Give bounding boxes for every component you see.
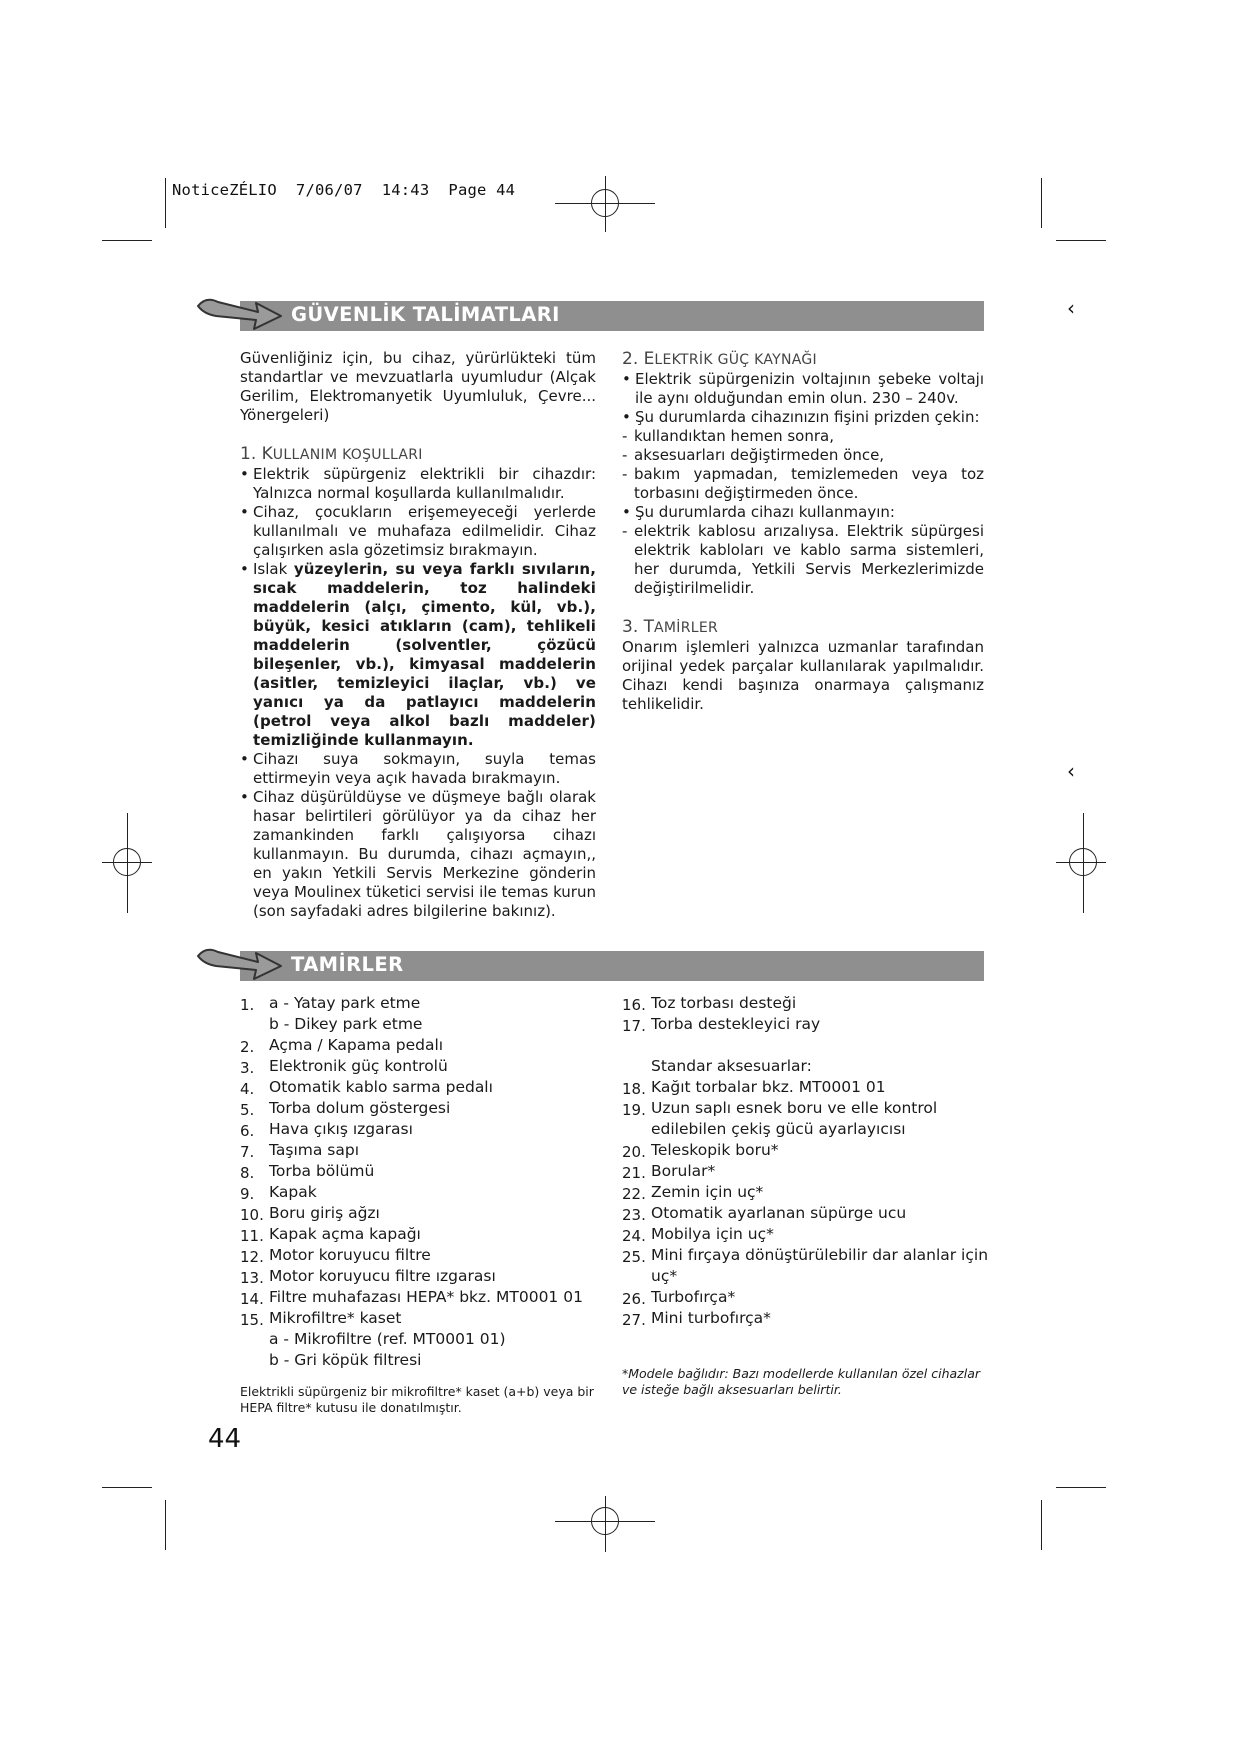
bullet-text: Cihaz düşürüldüyse ve düşmeye bağlı olarak hasar belirtileri görülüyor ya da cihaz her zamankinden farklı çalışıyorsa cihazı kullanmayın. Bu durumda, cihazı açmayın,, en yakın Yetkili Servis Merkezine gönderin veya Moulinex tüketici servisi ile temas kurun (son sayfadaki adres bilgilerine bakınız). [253, 788, 596, 920]
bullet-text: Şu durumlarda cihazı kullanmayın: [635, 503, 895, 521]
item-text: Mobilya için uç* [651, 1225, 774, 1243]
section-heading-repairs [622, 617, 984, 638]
bullet-item: • Şu durumlarda cihazınızın fişini prizden çekin: [622, 408, 980, 426]
repairs-text: Onarım işlemleri yalnızca uzmanlar tarafından orijinal yedek parçalar kullanılarak yapılmalıdır. Cihazı kendi başınıza onarmaya çalışmanız tehlikelidir. [622, 638, 984, 713]
item-text: Kapak [269, 1183, 317, 1201]
list-item [240, 1056, 610, 1077]
print-header: NoticeZÉLIO 7/06/07 14:43 Page 44 [172, 181, 516, 199]
item-text: Torba destekleyici ray [651, 1015, 821, 1033]
list-item [622, 993, 992, 1014]
list-item [622, 1140, 992, 1161]
list-item [240, 1329, 610, 1350]
item-text: Otomatik ayarlanan süpürge ucu [651, 1204, 907, 1222]
item-text: Torba dolum göstergesi [269, 1099, 451, 1117]
parts-list-left [240, 993, 610, 1416]
dash-text: elektrik kablosu arızalıysa. Elektrik süpürgesi elektrik kabloları ve kablo sarma sistemleri, her durumda, Yetkili Servis Merkezlerimizde değiştirilmelidir. [634, 522, 984, 597]
crop-mark [1041, 1500, 1042, 1550]
item-number: 21. [622, 1164, 646, 1182]
item-text: edilebilen çekiş gücü ayarlayıcısı [651, 1120, 906, 1138]
parts-list-right [622, 993, 992, 1398]
section-number: 3. [622, 617, 639, 637]
list-item [240, 1287, 610, 1308]
item-text: Hava çıkış ızgarası [269, 1120, 413, 1138]
repairs-banner [240, 951, 984, 981]
crop-mark [165, 178, 166, 228]
list-item [622, 1014, 992, 1035]
item-number: 14. [240, 1290, 264, 1308]
bullet-bold-text: yüzeylerin, su veya farklı sıvıların, sıcak maddelerin, toz halindeki maddelerin (alçı, çimento, kül, vb.), büyük, kesici atıkların (cam), tehlikeli maddelerin (solventler, çözücü bileşenler, vb.), kimyasal maddelerin (asitler, temizleyici ilaçlar, vb.) ve yanıcı ya da patlayıcı maddelerin (petrol veya alkol bazlı maddeler) temizliğinde kullanmayın. [253, 560, 597, 749]
list-item [240, 1014, 610, 1035]
model-note: *Modele bağlıdır: Bazı modellerde kullanılan özel cihazlar ve isteğe bağlı aksesuarları belirtir. [622, 1366, 981, 1397]
list-item [622, 1224, 992, 1245]
bullet-item: • Cihaz düşürüldüyse ve düşmeye bağlı olarak hasar belirtileri görülüyor ya da cihaz her zamankinden farklı çalışıyorsa cihazı kullanmayın. Bu durumda, cihazı açmayın,, en yakın Yetkili Servis Merkezine gönderin veya Moulinex tüketici servisi ile temas kurun (son sayfadaki adres bilgilerine bakınız). [240, 788, 596, 920]
list-item [240, 1098, 610, 1119]
bullet-item: • Cihazı suya sokmayın, suyla temas ettirmeyin veya açık havada bırakmayın. [240, 750, 596, 787]
section-heading-usage [240, 444, 596, 465]
list-item [240, 1203, 610, 1224]
list-item [622, 1098, 992, 1119]
bullet-item: • Şu durumlarda cihazı kullanmayın: [622, 503, 895, 521]
list-item [240, 1308, 610, 1329]
item-number: 11. [240, 1227, 264, 1245]
section-initial: K [261, 444, 273, 464]
dash-text: kullandıktan hemen sonra, [634, 427, 834, 445]
item-number: 13. [240, 1269, 264, 1287]
section-number: 2. [622, 349, 639, 369]
item-text: Mini turbofırça* [651, 1309, 771, 1327]
item-number: 12. [240, 1248, 264, 1266]
safety-banner [240, 301, 984, 331]
arrow-icon [196, 942, 286, 988]
bullet-text: Elektrik süpürgenizin voltajının şebeke voltajı ile aynı olduğundan emin olun. 230 – 240v. [635, 370, 984, 407]
list-item [622, 1287, 992, 1308]
item-text: Torba bölümü [269, 1162, 375, 1180]
list-item [622, 1203, 992, 1224]
list-item [240, 1119, 610, 1140]
crop-mark [1041, 178, 1042, 228]
item-text: Açma / Kapama pedalı [269, 1036, 444, 1054]
item-number: 6. [240, 1122, 255, 1140]
list-item [240, 1140, 610, 1161]
edge-mark-icon: ‹ [1067, 759, 1075, 783]
item-text: Borular* [651, 1162, 716, 1180]
item-number: 1. [240, 996, 255, 1014]
bullet-item: • Cihaz, çocukların erişemeyeceği yerlerde kullanılmalı ve muhafaza edilmelidir. Cihaz çalışırken asla gözetimsiz bırakmayın. [240, 503, 596, 559]
list-item [622, 1182, 992, 1203]
safety-left-column [240, 349, 596, 921]
edge-mark-icon: ‹ [1067, 296, 1075, 320]
bullet-text: Şu durumlarda cihazınızın fişini prizden çekin: [635, 408, 980, 426]
section-heading-text: AMİRLER [654, 620, 719, 636]
bullet-text: Elektrik süpürgeniz elektrikli bir cihazdır: Yalnızca normal koşullarda kullanılmalıdır. [253, 465, 596, 502]
list-item [622, 1119, 992, 1140]
dash-text: aksesuarları değiştirmeden önce, [634, 446, 885, 464]
item-number: 20. [622, 1143, 646, 1161]
list-item [240, 1182, 610, 1203]
bullet-item: • Elektrik süpürgenizin voltajının şebeke voltajı ile aynı olduğundan emin olun. 230 – 240v. [622, 370, 984, 407]
item-text: Motor koruyucu filtre [269, 1246, 431, 1264]
item-text: Otomatik kablo sarma pedalı [269, 1078, 493, 1096]
item-number: 24. [622, 1227, 646, 1245]
section-heading-power [622, 349, 984, 370]
item-text: Kapak açma kapağı [269, 1225, 421, 1243]
crop-mark [165, 1500, 166, 1550]
parts-list [622, 1077, 992, 1329]
bullet-text: Cihaz, çocukların erişemeyeceği yerlerde kullanılmalı ve muhafaza edilmelidir. Cihaz çalışırken asla gözetimsiz bırakmayın. [253, 503, 596, 559]
safety-right-column [622, 349, 984, 714]
item-text: Mini fırçaya dönüştürülebilir dar alanlar için [651, 1246, 989, 1264]
item-text: Turbofırça* [651, 1288, 736, 1306]
item-number: 2. [240, 1038, 255, 1056]
crop-mark [102, 240, 152, 241]
bullet-item: • Islak yüzeylerin, su veya farklı sıvıların, sıcak maddelerin, toz halindeki maddelerin (alçı, çimento, kül, vb.), büyük, kesici atıkların (cam), tehlikeli maddelerin (solventler, çözücü bileşenler, vb.), kimyasal maddelerin (asitler, temizleyici ilaçlar, vb.) ve yanıcı ya da patlayıcı maddelerin (petrol veya alkol bazlı maddeler) temizliğinde kullanmayın. [240, 560, 597, 749]
filter-note: Elektrikli süpürgeniz bir mikrofiltre* kaset (a+b) veya bir HEPA filtre* kutusu ile donatılmıştır. [240, 1384, 594, 1415]
crop-mark [102, 1487, 152, 1488]
list-item [240, 1077, 610, 1098]
item-text: a - Yatay park etme [269, 994, 421, 1012]
dash-item: - bakım yapmadan, temizlemeden veya toz torbasını değiştirmeden önce. [622, 465, 984, 502]
item-number: 8. [240, 1164, 255, 1182]
item-number: 19. [622, 1101, 646, 1119]
item-text: Elektronik güç kontrolü [269, 1057, 448, 1075]
item-text: Zemin için uç* [651, 1183, 764, 1201]
bullet-item: • Elektrik süpürgeniz elektrikli bir cihazdır: Yalnızca normal koşullarda kullanılmalıdır. [240, 465, 596, 502]
list-item [240, 1245, 610, 1266]
item-number: 9. [240, 1185, 255, 1203]
item-text: Toz torbası desteği [651, 994, 797, 1012]
page-number: 44 [208, 1424, 242, 1454]
item-number: 25. [622, 1248, 646, 1266]
parts-list [622, 993, 992, 1035]
bullet-text: Islak [253, 560, 294, 578]
item-text: Boru giriş ağzı [269, 1204, 380, 1222]
item-text: a - Mikrofiltre (ref. MT0001 01) [269, 1330, 506, 1348]
list-item [622, 1161, 992, 1182]
item-text: Filtre muhafazası HEPA* bkz. MT0001 01 [269, 1288, 583, 1306]
list-item [622, 1077, 992, 1098]
item-text: Taşıma sapı [269, 1141, 360, 1159]
list-item [240, 1266, 610, 1287]
section-initial: T [643, 617, 655, 637]
repairs-title: TAMİRLER [291, 953, 404, 976]
item-number: 23. [622, 1206, 646, 1224]
list-item [240, 993, 610, 1014]
list-item [240, 1350, 610, 1371]
list-item [622, 1308, 992, 1329]
section-heading-text: ULLANIM KOŞULLARI [272, 447, 423, 463]
item-number: 27. [622, 1311, 646, 1329]
dash-item: - aksesuarları değiştirmeden önce, [622, 446, 885, 464]
list-item [240, 1035, 610, 1056]
item-text: Teleskopik boru* [651, 1141, 779, 1159]
item-text: b - Dikey park etme [269, 1015, 423, 1033]
bullet-text: Cihazı suya sokmayın, suyla temas ettirmeyin veya açık havada bırakmayın. [253, 750, 596, 787]
dash-item: - elektrik kablosu arızalıysa. Elektrik süpürgesi elektrik kabloları ve kablo sarma sistemleri, her durumda, Yetkili Servis Merkezlerimizde değiştirilmelidir. [622, 522, 984, 597]
list-item [240, 1161, 610, 1182]
item-text: uç* [651, 1267, 678, 1285]
item-text: b - Gri köpük filtresi [269, 1351, 422, 1369]
item-number: 3. [240, 1059, 255, 1077]
arrow-icon [196, 292, 286, 338]
item-text: Kağıt torbalar bkz. MT0001 01 [651, 1078, 886, 1096]
dash-text: bakım yapmadan, temizlemeden veya toz torbasını değiştirmeden önce. [634, 465, 984, 502]
item-number: 26. [622, 1290, 646, 1308]
parts-list [240, 993, 610, 1371]
item-number: 5. [240, 1101, 255, 1119]
item-number: 15. [240, 1311, 264, 1329]
item-number: 18. [622, 1080, 646, 1098]
section-initial: E [643, 349, 655, 369]
item-text: Motor koruyucu filtre ızgarası [269, 1267, 496, 1285]
item-number: 10. [240, 1206, 264, 1224]
section-number: 1. [240, 444, 257, 464]
item-text: Mikrofiltre* kaset [269, 1309, 402, 1327]
item-text: Uzun saplı esnek boru ve elle kontrol [651, 1099, 938, 1117]
list-item [622, 1245, 992, 1266]
standard-accessories-label: Standar aksesuarlar: [651, 1057, 812, 1075]
item-number: 22. [622, 1185, 646, 1203]
item-number: 17. [622, 1017, 646, 1035]
section-heading-text: LEKTRİK GÜÇ KAYNAĞI [654, 352, 817, 368]
safety-title: GÜVENLİK TALİMATLARI [291, 303, 560, 326]
item-number: 4. [240, 1080, 255, 1098]
item-number: 16. [622, 996, 646, 1014]
safety-intro: Güvenliğiniz için, bu cihaz, yürürlükteki tüm standartlar ve mevzuatlarla uyumludur (Alçak Gerilim, Elektromanyetik Uyumluluk, Çevre... Yönergeleri) [240, 349, 596, 424]
list-item [622, 1266, 992, 1287]
list-item [240, 1224, 610, 1245]
dash-item: - kullandıktan hemen sonra, [622, 427, 834, 445]
crop-mark [1056, 240, 1106, 241]
crop-mark [1056, 1487, 1106, 1488]
item-number: 7. [240, 1143, 255, 1161]
